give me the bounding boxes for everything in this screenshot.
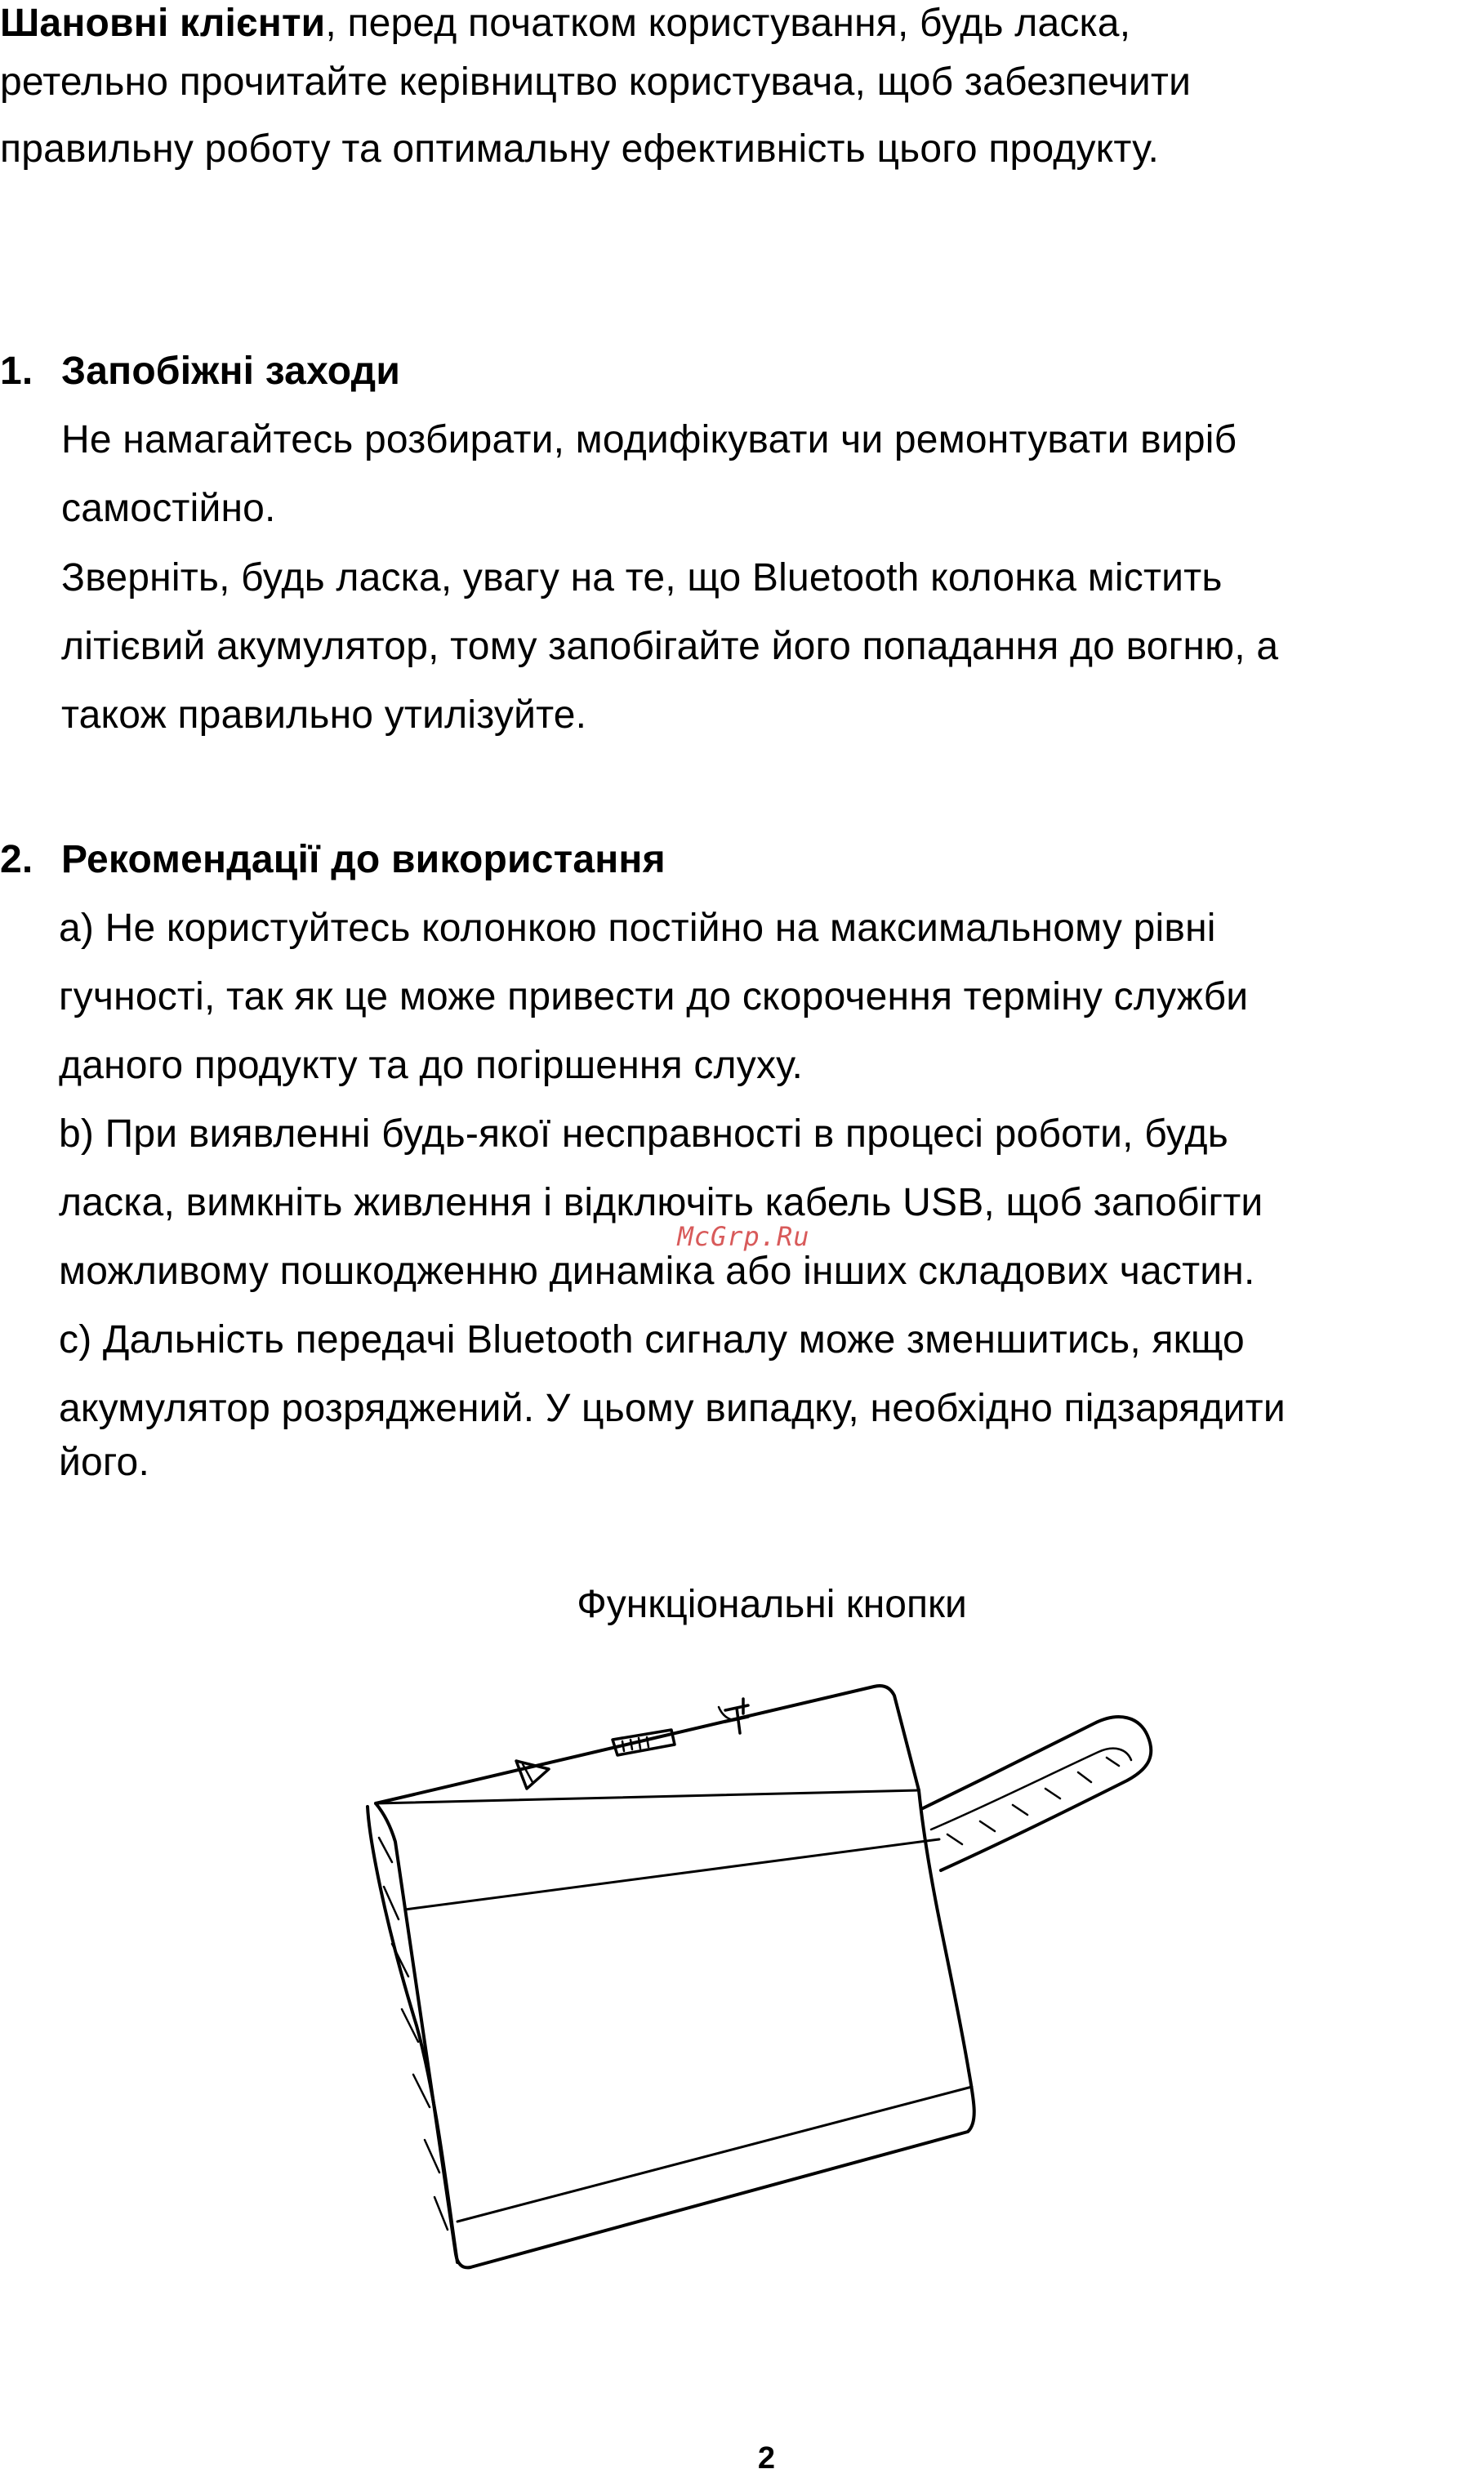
section-2-number: 2. <box>0 838 33 881</box>
section-2-title: Рекомендації до використання <box>61 838 666 881</box>
speaker-left-back-edge <box>368 1807 457 2262</box>
speaker-side-texture <box>379 1838 448 2230</box>
section-1-title: Запобіжні заходи <box>61 350 401 393</box>
speaker-top-front-seam <box>376 1790 919 1803</box>
intro-line-1 <box>0 0 1130 47</box>
section-2-line: даного продукту та до погіршення слуху. <box>59 1044 804 1087</box>
section-2-heading <box>0 836 666 884</box>
figure-title: Функціональні кнопки <box>577 1583 967 1626</box>
watermark: McGrp.Ru <box>677 1221 810 1252</box>
section-2-line: можливому пошкодженню динаміка або інших складових частин. <box>59 1250 1255 1293</box>
intro-line-3: правильну роботу та оптимальну ефективність цього продукту. <box>0 127 1160 171</box>
speaker-left-edge <box>376 1803 470 2267</box>
section-2-line: гучності, так як це може привести до скорочення терміну служби <box>59 975 1249 1018</box>
speaker-strap-stitching <box>947 1758 1119 1844</box>
section-1-heading <box>0 348 400 395</box>
section-1-number: 1. <box>0 350 33 393</box>
intro-line-1-rest: , перед початком користування, будь ласка, <box>325 2 1131 45</box>
section-2-line: ласка, вимкніть живлення і відключіть кабель USB, щоб запобігти <box>59 1181 1263 1224</box>
section-2-line: a) Не користуйтесь колонкою постійно на максимальному рівні <box>59 907 1216 950</box>
intro-bold-lead: Шановні клієнти <box>0 2 326 45</box>
section-1-line: також правильно утилізуйте. <box>61 693 587 737</box>
section-2-line: c) Дальність передачі Bluetooth сигналу може зменшитись, якщо <box>59 1318 1245 1362</box>
speaker-drawing <box>359 1674 1176 2303</box>
section-1-line: самостійно. <box>61 487 276 530</box>
section-2-line: b) При виявленні будь-якої несправності в процесі роботи, будь <box>59 1112 1228 1156</box>
page-number: 2 <box>757 2441 776 2476</box>
section-1-line: Зверніть, будь ласка, увагу на те, що Bluetooth колонка містить <box>61 556 1223 599</box>
speaker-bottom-edge <box>470 2070 974 2267</box>
section-2-line: його. <box>59 1441 149 1484</box>
mode-button-icon <box>613 1730 675 1755</box>
intro-line-2: ретельно прочитайте керівництво користувача, щоб забезпечити <box>0 60 1192 104</box>
speaker-strap-outline <box>923 1717 1151 1870</box>
section-1-line: Не намагайтесь розбирати, модифікувати чи ремонтувати виріб <box>61 418 1237 461</box>
speaker-grille-top-seam <box>405 1839 939 1910</box>
section-1-line: літієвий акумулятор, тому запобігайте його попадання до вогню, а <box>61 625 1279 668</box>
section-2-line: акумулятор розряджений. У цьому випадку, необхідно підзарядити <box>59 1387 1286 1430</box>
speaker-right-edge <box>919 1790 969 2070</box>
